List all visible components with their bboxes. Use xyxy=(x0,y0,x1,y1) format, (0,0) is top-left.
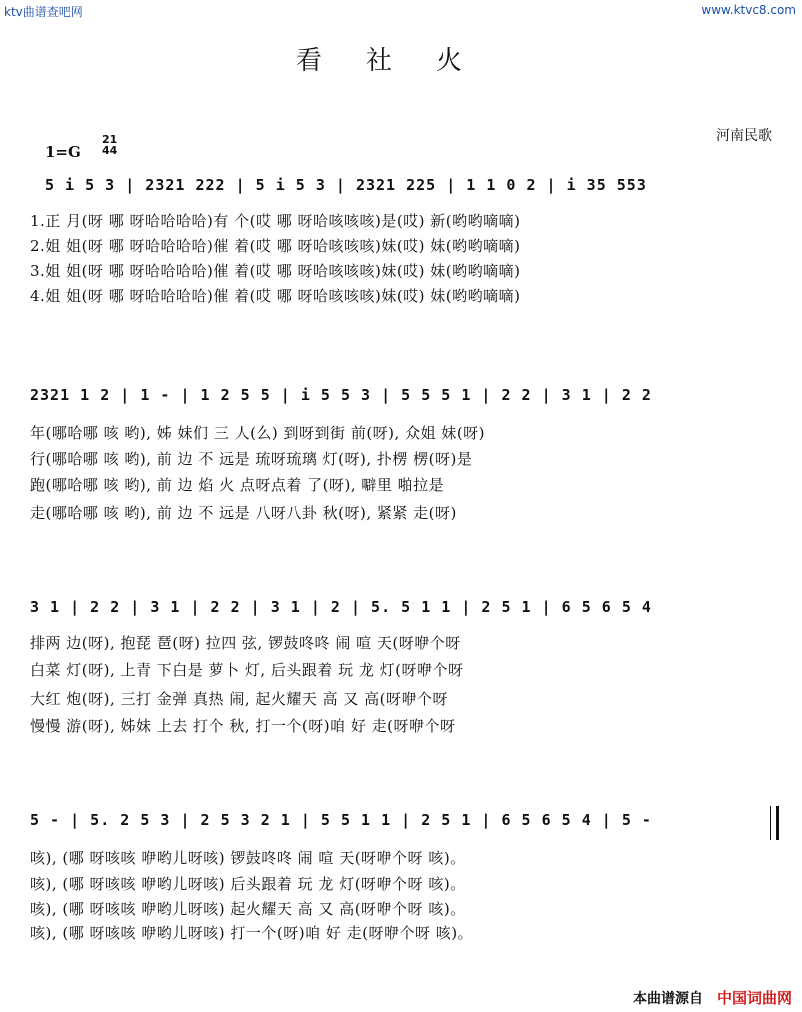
lyric-row-2-verse-1: 年(哪哈哪 咳 哟), 姊 妹们 三 人(么) 到呀到街 前(呀), 众姐 妹(呀) xyxy=(30,424,486,442)
lyric-row-4-verse-4: 咳), (哪 呀咳咳 咿哟儿呀咳) 打一个(呀)咱 好 走(呀咿个呀 咳)。 xyxy=(30,924,474,942)
lyric-row-1-verse-4: 4.姐 姐(呀 哪 呀哈哈哈哈)催 着(哎 哪 呀哈咳咳咳)妹(哎) 妹(哟哟嘀嘀) xyxy=(30,287,521,305)
watermark-right: www.ktvc8.com xyxy=(701,3,796,17)
lyric-row-2-verse-3: 跑(哪哈哪 咳 哟), 前 边 焰 火 点呀点着 了(呀), 噼里 啪拉是 xyxy=(30,476,445,494)
notation-row-3: 3 1 | 2 2 | 3 1 | 2 2 | 3 1 | 2 | 5. 5 1 1 | 2 5 1 | 6 5 6 5 4 xyxy=(30,598,652,616)
meter-num-1: 2 xyxy=(102,133,110,146)
footer-source-label: 本曲谱源自 xyxy=(632,991,703,1007)
lyric-row-3-verse-1: 排两 边(呀), 抱琵 琶(呀) 拉四 弦, 锣鼓咚咚 闹 喧 天(呀咿个呀 xyxy=(30,634,461,652)
meter-num-2: 1 xyxy=(109,133,118,146)
footer-credit xyxy=(633,987,792,1008)
lyric-row-2-verse-4: 走(哪哈哪 咳 哟), 前 边 不 远是 八呀八卦 秋(呀), 紧紧 走(呀) xyxy=(30,504,457,522)
song-origin: 河南民歌 xyxy=(716,128,772,144)
footer-site-name: 中国词曲网 xyxy=(716,989,792,1007)
lyric-row-4-verse-2: 咳), (哪 呀咳咳 咿哟儿呀咳) 后头跟着 玩 龙 灯(呀咿个呀 咳)。 xyxy=(30,875,466,893)
notation-row-4: 5 - | 5. 2 5 3 | 2 5 3 2 1 | 5 5 1 1 | 2 5 1 | 6 5 6 5 4 | 5 - xyxy=(30,811,652,829)
notation-row-2: 2321 1 2 | 1 - | 1 2 5 5 | i 5 5 3 | 5 5 5 1 | 2 2 | 3 1 | 2 2 xyxy=(30,386,652,404)
lyric-row-3-verse-2: 白菜 灯(呀), 上青 下白是 萝卜 灯, 后头跟着 玩 龙 灯(呀咿个呀 xyxy=(30,661,464,679)
watermark-left: ktv曲谱查吧网 xyxy=(4,5,83,19)
key-signature: 1=G xyxy=(45,143,81,161)
lyric-row-1-verse-2: 2.姐 姐(呀 哪 呀哈哈哈哈)催 着(哎 哪 呀哈咳咳咳)妹(哎) 妹(哟哟嘀嘀) xyxy=(30,237,521,255)
final-barline xyxy=(770,806,779,840)
lyric-row-3-verse-3: 大红 炮(呀), 三打 金弹 真热 闹, 起火耀天 高 又 高(呀咿个呀 xyxy=(30,690,449,708)
time-signature xyxy=(102,134,117,156)
meter-den-1: 4 xyxy=(102,144,110,157)
lyric-row-1-verse-1: 1.正 月(呀 哪 呀哈哈哈哈)有 个(哎 哪 呀哈咳咳咳)是(哎) 新(哟哟嘀嘀) xyxy=(30,212,521,230)
lyric-row-2-verse-2: 行(哪哈哪 咳 哟), 前 边 不 远是 琉呀琉璃 灯(呀), 扑楞 楞(呀)是 xyxy=(30,450,473,468)
lyric-row-1-verse-3: 3.姐 姐(呀 哪 呀哈哈哈哈)催 着(哎 哪 呀哈咳咳咳)妹(哎) 妹(哟哟嘀嘀) xyxy=(30,262,521,280)
lyric-row-3-verse-4: 慢慢 游(呀), 姊妹 上去 打个 秋, 打一个(呀)咱 好 走(呀咿个呀 xyxy=(30,717,456,735)
lyric-row-4-verse-1: 咳), (哪 呀咳咳 咿哟儿呀咳) 锣鼓咚咚 闹 喧 天(呀咿个呀 咳)。 xyxy=(30,849,466,867)
song-title: 看社火 xyxy=(295,46,506,76)
lyric-row-4-verse-3: 咳), (哪 呀咳咳 咿哟儿呀咳) 起火耀天 高 又 高(呀咿个呀 咳)。 xyxy=(30,900,466,918)
notation-row-1: 5 i 5 3 | 2321 222 | 5 i 5 3 | 2321 225 | 1 1 0 2 | i 35 553 xyxy=(45,176,647,194)
meter-den-2: 4 xyxy=(109,144,118,157)
